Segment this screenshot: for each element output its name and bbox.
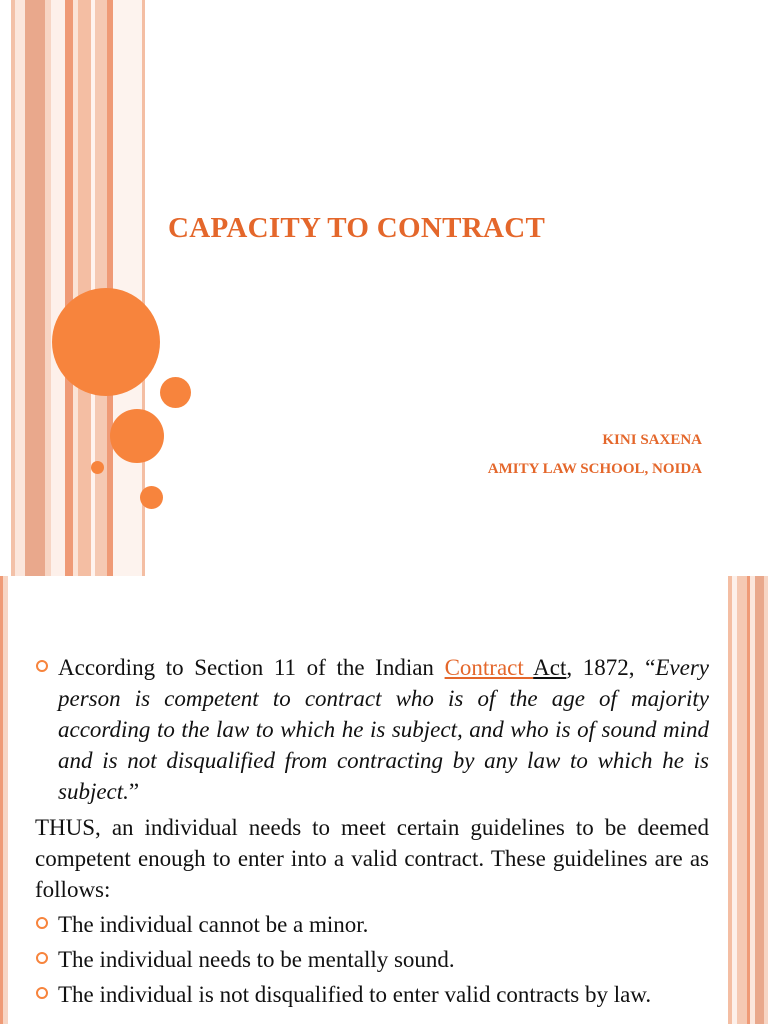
decorative-stripes [0, 0, 150, 576]
tiny-circle-decoration [91, 461, 104, 474]
list-item-text: The individual cannot be a minor. [58, 912, 369, 937]
list-item [35, 909, 709, 940]
ring-bullet-icon [36, 917, 48, 929]
list-item-text: The individual needs to be mentally sound. [58, 947, 455, 972]
author-block [488, 426, 702, 484]
author-name: KINI SAXENA [602, 432, 702, 448]
slide-title: CAPACITY TO CONTRACT [168, 212, 546, 244]
small-circle-decoration-bottom [140, 486, 163, 509]
ring-bullet-icon [36, 660, 48, 672]
slide-body [35, 652, 709, 1010]
large-circle-decoration [52, 288, 160, 396]
institution-name: AMITY LAW SCHOOL, NOIDA [487, 461, 702, 477]
list-item-text: The individual is not disqualified to enter valid contracts by law. [58, 982, 652, 1007]
decorative-stripes-right [728, 576, 768, 1024]
bullet-year: , 1872, “ [566, 655, 656, 680]
quote-close: ” [128, 779, 140, 804]
list-item [35, 979, 709, 1010]
bullet-text: According to Section 11 of the Indian [58, 655, 445, 680]
contract-link[interactable]: Contract [444, 655, 534, 680]
small-circle-decoration [160, 377, 191, 408]
act-link[interactable]: Act [533, 655, 567, 680]
left-stripe-accent [0, 576, 3, 1024]
guidelines-paragraph: THUS, an individual needs to meet certain guidelines to be deemed competent enough to enter into a valid contract. These guidelines are as follows: [35, 815, 709, 902]
content-slide [0, 576, 768, 1024]
list-item [35, 944, 709, 975]
section-quote: Every person is competent to contract who is of the age of majority according to the law to which he is subject, and who is of sound mind and is not disqualified from contracting by any law to which he is subject. [58, 655, 709, 804]
ring-bullet-icon [36, 952, 48, 964]
medium-circle-decoration [110, 409, 164, 463]
bullet-section-11 [35, 652, 709, 807]
ring-bullet-icon [36, 987, 48, 999]
